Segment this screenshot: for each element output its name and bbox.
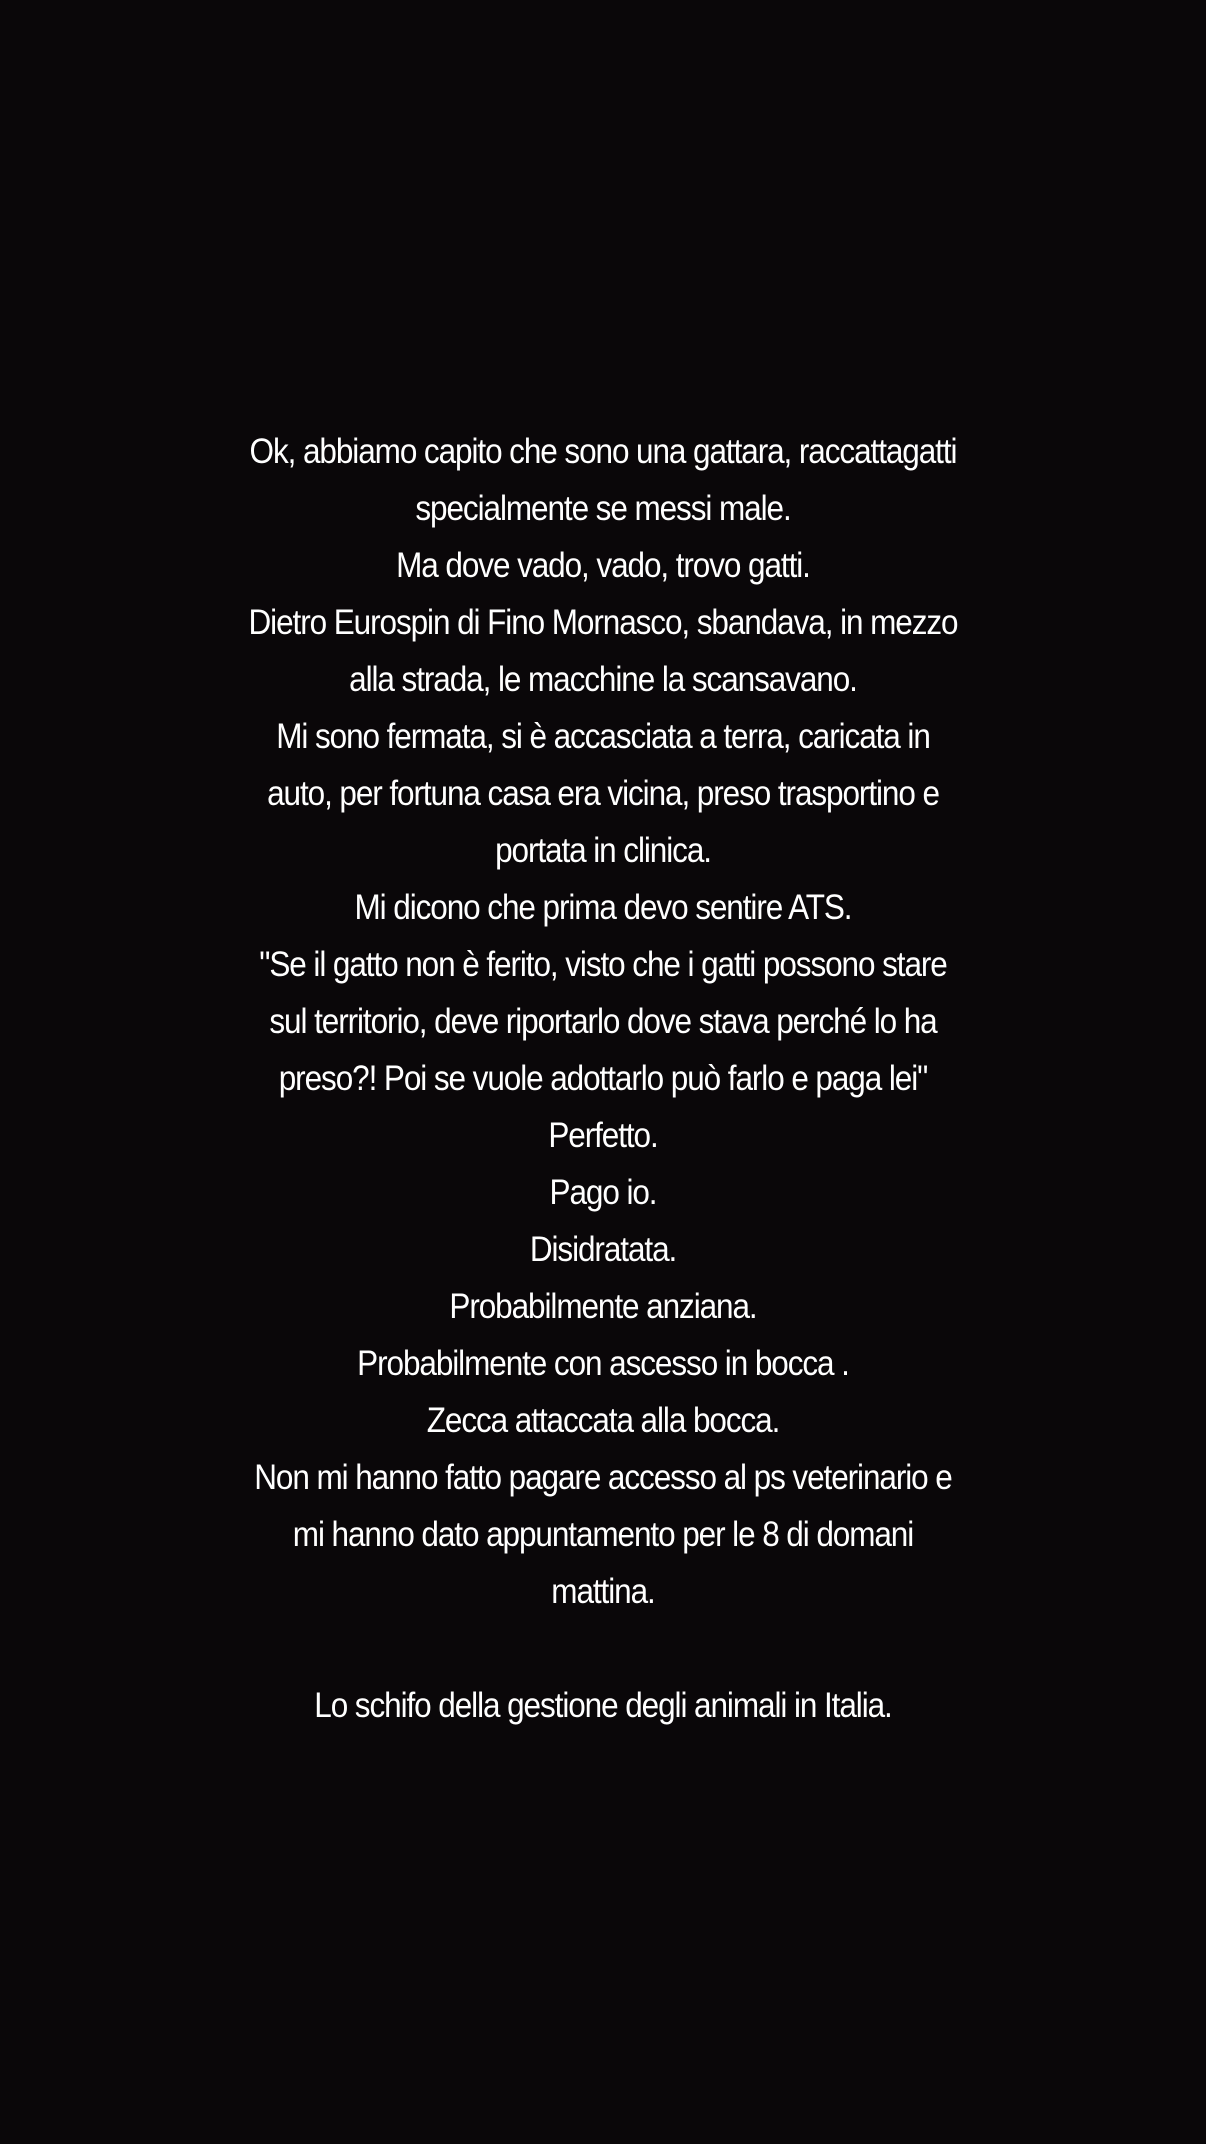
story-text-line: alla strada, le macchine la scansavano. [349, 660, 857, 699]
story-text-line: Pago io. [549, 1173, 657, 1212]
story-text-line: preso?! Poi se vuole adottarlo può farlo e paga lei" [278, 1059, 928, 1098]
story-text-line: Dietro Eurospin di Fino Mornasco, sbandava, in mezzo [248, 603, 958, 642]
story-text-block [60, 423, 1145, 1734]
story-text-line: Disidratata. [529, 1230, 677, 1269]
story-text-line: portata in clinica. [495, 831, 711, 870]
story-text-line: Mi sono fermata, si è accasciata a terra, caricata in [276, 717, 930, 756]
story-text-line: Non mi hanno fatto pagare accesso al ps veterinario e [254, 1458, 952, 1497]
story-text-line: sul territorio, deve riportarlo dove stava perché lo ha [269, 1002, 937, 1041]
story-text-line: Mi dicono che prima devo sentire ATS. [354, 888, 852, 927]
story-text-line: Probabilmente anziana. [449, 1287, 757, 1326]
story-text-line: Ma dove vado, vado, trovo gatti. [396, 546, 810, 585]
story-text-line: Probabilmente con ascesso in bocca . [357, 1344, 849, 1383]
story-text-blank-line [60, 1620, 1145, 1677]
story-text-line: Ok, abbiamo capito che sono una gattara, raccattagatti [249, 432, 957, 471]
story-text-line: Perfetto. [548, 1116, 658, 1155]
story-text-line: Lo schifo della gestione degli animali in Italia. [314, 1686, 892, 1725]
story-text-line: Zecca attaccata alla bocca. [426, 1401, 780, 1440]
story-text-line: auto, per fortuna casa era vicina, preso trasportino e [267, 774, 939, 813]
story-text-line: mi hanno dato appuntamento per le 8 di domani [292, 1515, 914, 1554]
story-text-line: specialmente se messi male. [415, 489, 791, 528]
story-text-line: mattina. [551, 1572, 655, 1611]
story-text-line: "Se il gatto non è ferito, visto che i gatti possono stare [259, 945, 947, 984]
